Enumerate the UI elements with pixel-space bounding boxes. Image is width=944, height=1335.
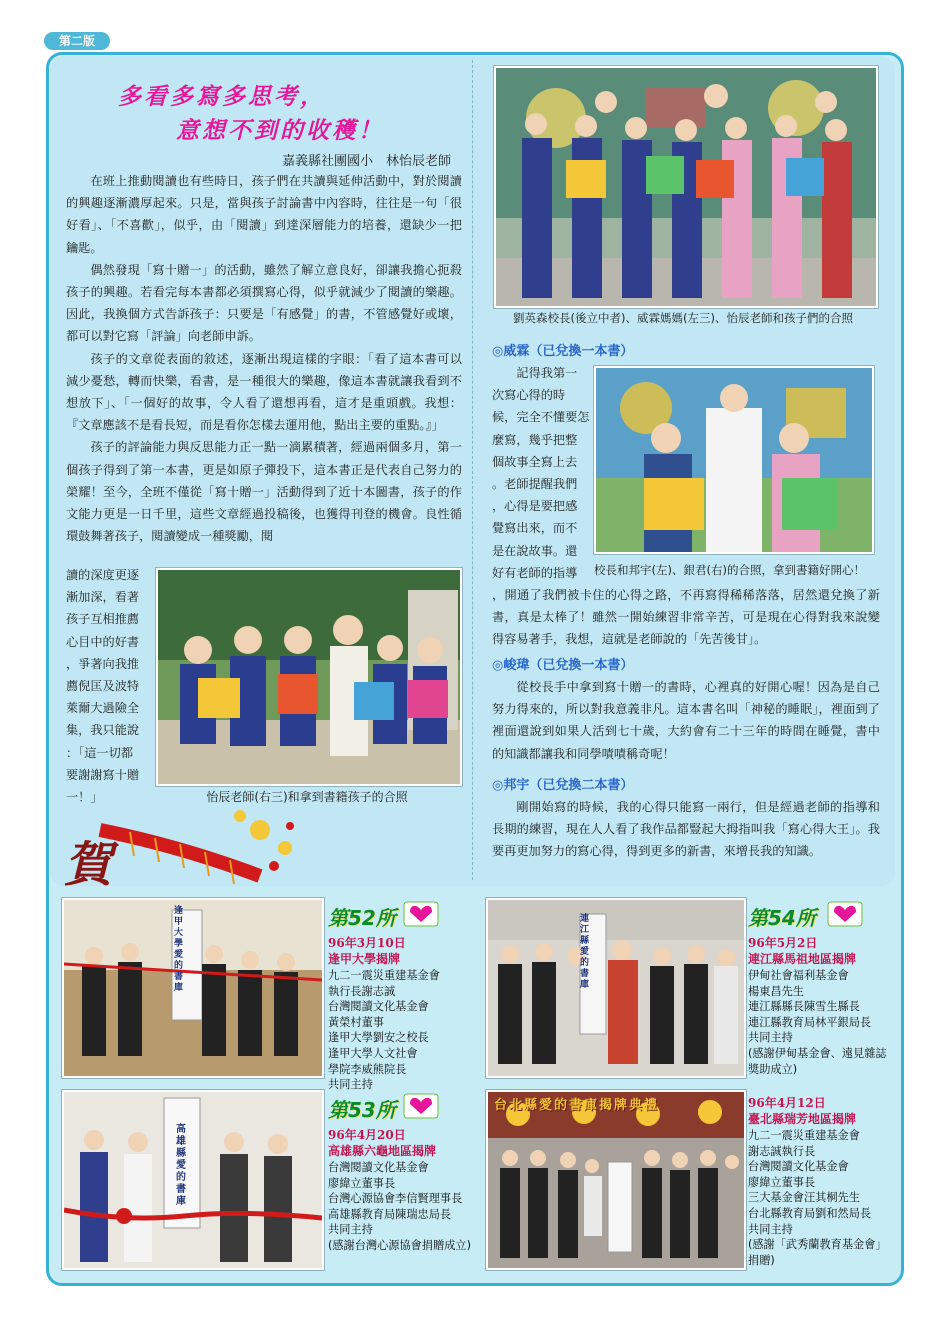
testimonial-junwei-body <box>492 676 880 765</box>
branch-54-title: 連江縣馬祖地區揭牌 <box>748 952 857 966</box>
photo-teacher-kids <box>156 568 462 786</box>
person-line: 獎助成立) <box>748 1062 798 1076</box>
edition-tag: 第二版 <box>44 32 110 50</box>
tail-line: 讀的深度更逐 <box>66 568 140 582</box>
tail-line: 孩子互相推薦 <box>66 612 140 627</box>
tail-line: 集，我只能說 <box>66 723 140 738</box>
person-line: 連江縣教育局林平銀局長 <box>748 1015 872 1029</box>
person-line: 高雄縣教育局陳瑞忠局長 <box>328 1207 452 1221</box>
person-line: 廖緯立董事長 <box>748 1175 816 1189</box>
article-tail <box>66 564 156 808</box>
branch-53-number: 第53所 <box>328 1098 396 1122</box>
photo-principal-kids <box>594 366 874 554</box>
article-body <box>66 170 462 547</box>
tail-line: 萊爾大過險全 <box>66 701 140 716</box>
side-line: 次寫心得的時 <box>492 388 566 403</box>
photo-branch-53 <box>62 1090 324 1270</box>
article-paragraph: 在班上推動閱讀也有些時日，孩子們在共讀與延伸活動中，對於閱讀的興趣逐漸濃厚起來。只是，當與孩子討論書中內容時，往往是一句「很好看」、「不喜歡」，似乎，由「閱讀」到達深層能力的培養，還缺少一把鑰匙。 <box>66 174 462 255</box>
branch-53-date: 96年4月20日 <box>328 1128 406 1142</box>
column-divider <box>472 60 473 880</box>
side-line: 候，完全不懂要怎 <box>492 410 590 425</box>
person-line: 謝志誠執行長 <box>748 1144 816 1158</box>
tail-line: 要謝謝寫十贈 <box>66 767 140 782</box>
branch-53-title: 高雄縣六龜地區揭牌 <box>328 1144 437 1158</box>
person-line: 伊甸社會福利基金會 <box>748 969 849 982</box>
branch-54-sign: 連江縣愛的書庫 <box>580 914 590 990</box>
branch-taipei-banner: 台北縣愛的書庫揭牌典禮 <box>494 1098 660 1113</box>
person-line: 共同主持 <box>748 1031 793 1045</box>
branch-52-number: 第52所 <box>328 906 396 930</box>
person-line: 楊東昌先生 <box>748 984 804 998</box>
photo-teacher-kids-caption: 怡辰老師(右三)和拿到書籍孩子的合照 <box>206 790 408 804</box>
testimonial-weilin-rest: ，開通了我們被卡住的心得之路，不再寫得稀稀落落，居然還兌換了新書，真是太棒了！雖然一開始練習非常辛苦，可是現在心得對我來說變得容易著手，我想，這就是老師說的「先苦後甘」。 <box>492 588 880 647</box>
person-line: 逢甲大學人文社會 <box>328 1046 418 1060</box>
testimonial-text: 從校長手中拿到寫十贈一的書時，心裡真的好開心喔！因為是自己努力得來的，所以對我意義非凡。這本書名叫「神秘的睡眠」，裡面到了裡面還說到如果人活到七十歲，大約會有二十三年的時間在睡覺，書中的知識都讓我和同學嘖嘖稱奇呢！ <box>492 680 880 761</box>
photo-branch-54 <box>486 898 746 1078</box>
tail-line: 漸加深，看著 <box>66 590 140 605</box>
tail-line: ，爭著向我推 <box>66 656 140 671</box>
headline-line2: 意想不到的收穫！ <box>176 117 384 144</box>
person-line: 連江縣縣長陳雪生縣長 <box>748 1000 860 1014</box>
tail-line: 心目中的好書 <box>66 634 140 649</box>
branch-52-date: 96年3月10日 <box>328 936 406 950</box>
side-line: 麼寫，幾乎把整 <box>492 432 578 447</box>
photo-branch-52 <box>62 898 324 1078</box>
person-line: 學院李威熊院長 <box>328 1062 407 1076</box>
branch-taipei-date: 96年4月12日 <box>748 1096 826 1110</box>
person-line: 執行長謝志誠 <box>328 984 396 998</box>
byline: 嘉義縣社團國小 林怡辰老師 <box>282 154 452 169</box>
photo-group-mural <box>494 66 878 308</box>
person-line: 黃榮村董事 <box>328 1015 384 1029</box>
person-line: 廖緯立董事長 <box>328 1176 396 1190</box>
photo-principal-kids-caption: 校長和邦宇(左)、銀君(右)的合照，拿到書籍好開心！ <box>594 563 865 577</box>
person-line: 台灣閱讀文化基金會 <box>328 1000 429 1014</box>
person-line: 台灣閱讀文化基金會 <box>748 1160 849 1174</box>
person-line: 捐贈) <box>748 1253 775 1267</box>
photo-branch-taipei <box>486 1090 746 1270</box>
branch-54-date: 96年5月2日 <box>748 936 818 950</box>
side-line: 記得我第一 <box>516 366 578 380</box>
person-line: 共同主持 <box>328 1078 373 1092</box>
person-line: 九二一震災重建基金會 <box>328 969 440 982</box>
branch-52-sign: 逢甲大學愛的書庫 <box>174 906 184 993</box>
testimonial-bangyu-body <box>492 796 880 863</box>
testimonial-heading-junwei: ◎峻瑋（已兌換一本書） <box>492 658 634 673</box>
heart-book-icon <box>826 900 864 928</box>
heart-book-icon <box>402 1092 440 1120</box>
article-paragraph: 偶然發現「寫十贈一」的活動，雖然了解立意良好，卻讓我擔心扼殺孩子的興趣。若看完每本書都必須撰寫心得，似乎就減少了閱讀的樂趣。因此，我換個方式告訴孩子：只要是「有感覺」的書，不管感覺好或壞，都可以對它寫「評論」向老師申訴。 <box>66 262 462 344</box>
article-paragraph: 孩子的文章從表面的敘述，逐漸出現這樣的字眼：「看了這本書可以減少憂愁，轉而快樂，看書，是一種很大的樂趣，像這本書就讓我看到不想放下」、「一個好的故事，令人看了還想再看，這才是重頭戲。我想：『文章應該不是看長短，而是看你怎樣去運用他，點出主要的重點。』」 <box>66 351 462 433</box>
person-line: (感謝「武秀蘭教育基金會」 <box>748 1238 887 1252</box>
branch-54-number: 第54所 <box>748 906 816 930</box>
person-line: 共同主持 <box>328 1223 373 1237</box>
side-line: ，心得是要把感 <box>492 499 578 514</box>
person-line: 共同主持 <box>748 1222 793 1236</box>
tail-line: 一！」 <box>66 790 103 805</box>
testimonial-weilin-side <box>492 362 592 584</box>
testimonial-text: 剛開始寫的時候，我的心得只能寫一兩行，但是經過老師的指導和長期的練習，現在人人看了我作品都豎起大拇指叫我「寫心得大王」。我要再更加努力的寫心得，得到更多的新書，來增長我的知識。 <box>492 800 880 859</box>
tail-line: ：「這一切都 <box>66 745 134 760</box>
headline-line1: 多看多寫多思考， <box>118 83 326 110</box>
branch-52-people <box>328 968 440 1093</box>
person-line: 台灣心源協會李信賢理事長 <box>328 1192 463 1206</box>
heart-book-icon <box>402 900 440 928</box>
person-line: 九二一震災重建基金會 <box>748 1129 860 1142</box>
article-paragraph: 孩子的評論能力與反思能力正一點一滴累積著，經過兩個多月，第一個孩子得到了第一本書，更是如原子彈投下，這本書正是代表自己努力的榮耀！至今，全班不僅從「寫十贈一」活動得到了近十本圖書，孩子的作文能力更是一日千里，這些文章經過投稿後，也獲得刊登的機會。良性循環鼓舞著孩子，閱讀變成一種獎勵，閱 <box>66 440 462 544</box>
person-line: 三大基金會汪其桐先生 <box>748 1191 860 1205</box>
testimonial-heading-bangyu: ◎邦宇（已兌換二本書） <box>492 778 634 793</box>
side-line: 。老師提醒我們 <box>492 477 578 492</box>
person-line: 逢甲大學劉安之校長 <box>328 1031 429 1045</box>
branch-52-title: 逢甲大學揭牌 <box>328 952 401 966</box>
person-line: (感謝台灣心源協會捐贈成立) <box>328 1238 471 1252</box>
side-line: 個故事全寫上去 <box>492 454 578 469</box>
photo-group-mural-caption: 劉英森校長(後立中者)、威霖媽媽(左三)、怡辰老師和孩子們的合照 <box>513 311 853 325</box>
branch-taipei-title: 臺北縣瑞芳地區揭牌 <box>748 1112 857 1126</box>
branch-54-people <box>748 968 887 1077</box>
testimonial-heading-weilin: ◎威霖（已兌換一本書） <box>492 344 634 359</box>
person-line: 台灣閱讀文化基金會 <box>328 1161 429 1174</box>
side-line: 好有老師的指導 <box>492 565 578 580</box>
person-line: (感謝伊甸基金會、遠見雜誌 <box>748 1046 887 1060</box>
branch-taipei-people <box>748 1128 887 1268</box>
side-line: 覺寫出來，而不 <box>492 521 578 536</box>
tail-line: 薦倪匡及波特 <box>66 679 140 694</box>
congrats-char: 賀 <box>64 837 113 893</box>
branch-53-people <box>328 1160 471 1254</box>
side-line: 是在說故事。還 <box>492 543 578 558</box>
person-line: 台北縣教育局劉和然局長 <box>748 1206 872 1220</box>
branch-53-sign: 高雄縣愛的書庫 <box>176 1124 186 1207</box>
